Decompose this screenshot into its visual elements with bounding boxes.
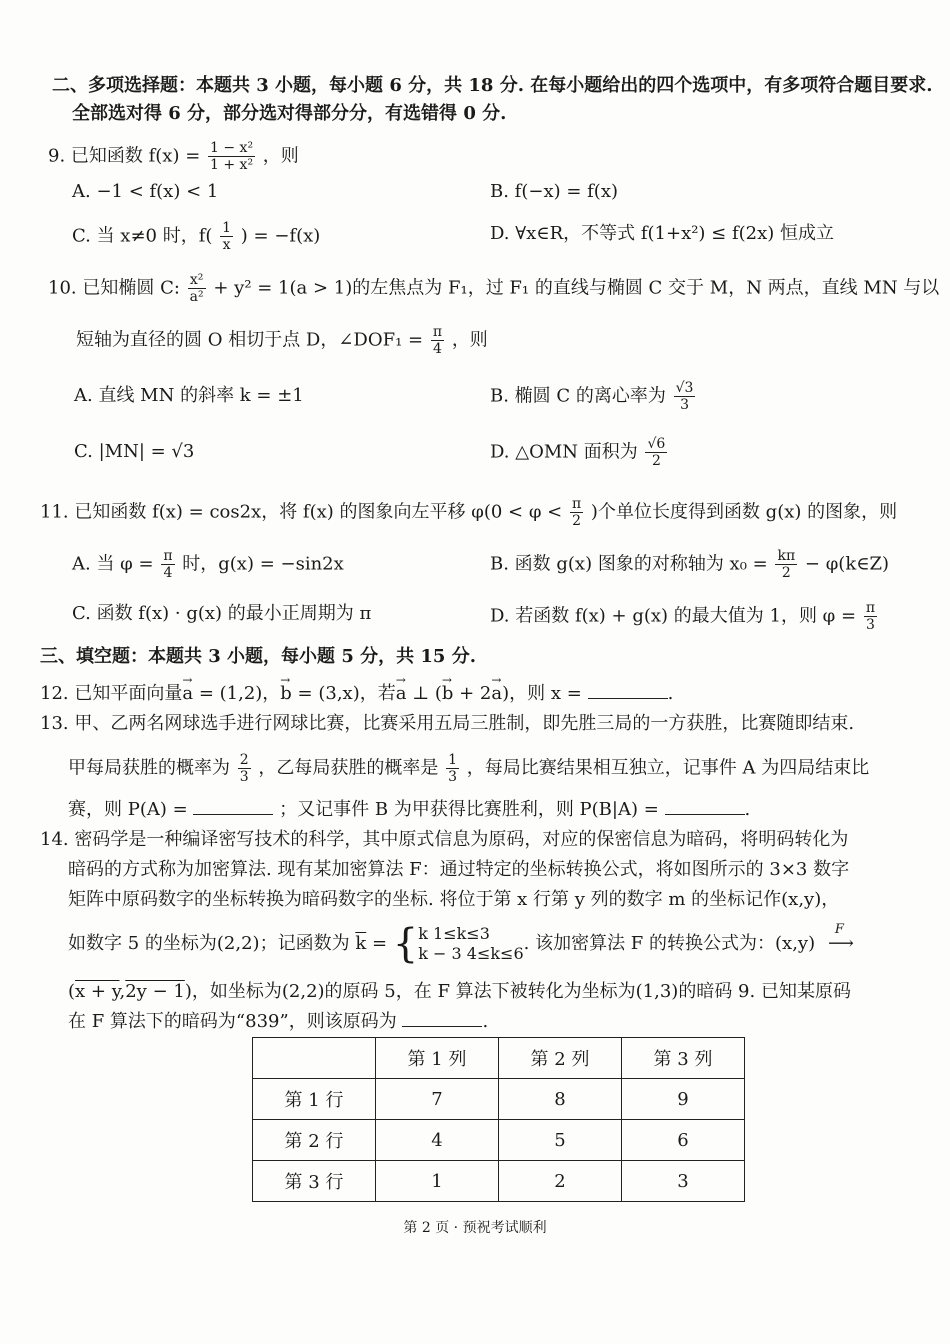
q10-stem-line2: 短轴为直径的圆 O 相切于点 D，∠DOF₁ = $\frac{\pi}{4}$ ，则 bbox=[76, 324, 488, 357]
section2-header-line2: 全部选对得 6 分，部分选对得部分分，有选错得 0 分. bbox=[72, 103, 507, 124]
vector-a: → a bbox=[182, 682, 193, 706]
q14-line4: 如数字 5 的坐标为(2,2)；记函数为 $\overline{k}$ = { k 1≤k≤3 k − 3 4≤k≤6 . 该加密算法 F 的转换公式为：(x,y) F ⟶ bbox=[68, 922, 861, 966]
q11-stem: 11. 已知函数 f(x) = cos2x，将 f(x) 的图象向左平移 φ(0 < φ < $\frac{\pi}{2}$ )个单位长度得到函数 g(x) 的图象，则 bbox=[40, 496, 898, 529]
code-matrix-table bbox=[252, 1037, 745, 1202]
q9-stem: 9. 已知函数 f(x) = $\frac{\text{1 − x²}}{\text{1 + x²}}$ ，则 bbox=[48, 140, 299, 173]
q14-answer-blank[interactable] bbox=[402, 1008, 482, 1027]
q9-option-c: C. 当 x≠0 时，f( $\frac{1}{x}$ ) = −f(x) bbox=[72, 220, 321, 253]
q10-option-b: B. 椭圆 C 的离心率为 $\frac{√3}{3}$ bbox=[490, 380, 694, 413]
q13-answer-blank-2[interactable] bbox=[665, 796, 745, 815]
piecewise-cases: k 1≤k≤3 k − 3 4≤k≤6 bbox=[418, 924, 524, 963]
table-row: 第 3 行 1 2 3 bbox=[253, 1161, 745, 1202]
q13-line1: 13. 甲、乙两名网球选手进行网球比赛，比赛采用五局三胜制，即先胜三局的一方获胜，比赛随即结束. bbox=[40, 713, 855, 734]
q14-line6: 在 F 算法下的暗码为“839”，则该原码为 . bbox=[68, 1008, 488, 1034]
q9-option-d: D. ∀x∈R，不等式 f(1+x²) ≤ f(2x) 恒成立 bbox=[490, 223, 835, 244]
q12-stem: 12. 已知平面向量→ a = (1,2)，→ b = (3,x)，若→ a ⊥ (→ b + 2→ a)，则 x = . bbox=[40, 680, 673, 706]
q9-fraction: $\frac{\text{1 − x²}}{\text{1 + x²}}$ bbox=[210, 140, 254, 173]
vector-b: → b bbox=[280, 682, 292, 706]
k-bar-symbol: $\overline{k}$ bbox=[355, 933, 367, 954]
q10-option-a: A. 直线 MN 的斜率 k = ±1 bbox=[74, 385, 304, 406]
table-row: 第 1 行 7 8 9 bbox=[253, 1079, 745, 1120]
q10-option-d: D. △OMN 面积为 $\frac{√6}{2}$ bbox=[490, 436, 666, 469]
table-header-row: 第 1 列 第 2 列 第 3 列 bbox=[253, 1038, 745, 1079]
page-footer: 第 2 页 · 预祝考试顺利 bbox=[403, 1220, 547, 1236]
q12-answer-blank[interactable] bbox=[588, 680, 668, 699]
transform-arrow: F ⟶ bbox=[827, 922, 854, 954]
q13-answer-blank-1[interactable] bbox=[193, 796, 273, 815]
q9-option-a: A. −1 < f(x) < 1 bbox=[72, 181, 219, 202]
section3-header: 三、填空题：本题共 3 小题，每小题 5 分，共 15 分. bbox=[40, 646, 476, 667]
q13-line2: 甲每局获胜的概率为 $\frac{2}{3}$ ，乙每局获胜的概率是 $\frac{1}{3}$ ，每局比赛结果相互独立，记事件 A 为四局结束比 bbox=[68, 752, 870, 785]
q9-stem-prefix: 9. 已知函数 f(x) = bbox=[48, 145, 201, 167]
section2-header-line1: 二、多项选择题：本题共 3 小题，每小题 6 分，共 18 分. 在每小题给出的四个选项中，有多项符合题目要求. bbox=[52, 75, 933, 96]
q13-line3: 赛，则 P(A) = ；又记事件 B 为甲获得比赛胜利，则 P(B|A) = . bbox=[68, 796, 750, 822]
q11-option-d: D. 若函数 f(x) + g(x) 的最大值为 1，则 φ = $\frac{\pi}{3}$ bbox=[490, 600, 876, 633]
q11-option-c: C. 函数 f(x) · g(x) 的最小正周期为 π bbox=[72, 603, 372, 624]
table-row: 第 2 行 4 5 6 bbox=[253, 1120, 745, 1161]
q11-option-b: B. 函数 g(x) 图象的对称轴为 x₀ = $\frac{k\pi}{2}$ − φ(k∈Z) bbox=[490, 548, 890, 581]
q14-line1: 14. 密码学是一种编译密写技术的科学，其中原式信息为原码，对应的保密信息为暗码，将明码转化为 bbox=[40, 829, 849, 850]
q9-option-b: B. f(−x) = f(x) bbox=[490, 181, 618, 202]
q14-line3: 矩阵中原码数字的坐标转换为暗码数字的坐标. 将位于第 x 行第 y 列的数字 m 的坐标记作(x,y)， bbox=[68, 889, 840, 910]
q11-option-a: A. 当 φ = $\frac{\pi}{4}$ 时，g(x) = −sin2x bbox=[72, 548, 344, 581]
q14-line2: 暗码的方式称为加密算法. 现有某加密算法 F：通过特定的坐标转换公式，将如图所示的 3×3 数字 bbox=[68, 859, 850, 880]
piecewise-brace: { bbox=[392, 921, 419, 967]
q14-line5: (x + y,2y − 1)，如坐标为(2,2)的原码 5，在 F 算法下被转化为坐标为(1,3)的暗码 9. 已知某原码 bbox=[68, 981, 851, 1002]
q10-option-c: C. |MN| = √3 bbox=[74, 441, 195, 462]
q10-stem-line1: 10. 已知椭圆 C: $\frac{\text{x²}}{\text{a²}}$ + y² = 1(a > 1)的左焦点为 F₁，过 F₁ 的直线与椭圆 C 交于 M，N 两点，直线 MN 与以 bbox=[48, 272, 940, 305]
